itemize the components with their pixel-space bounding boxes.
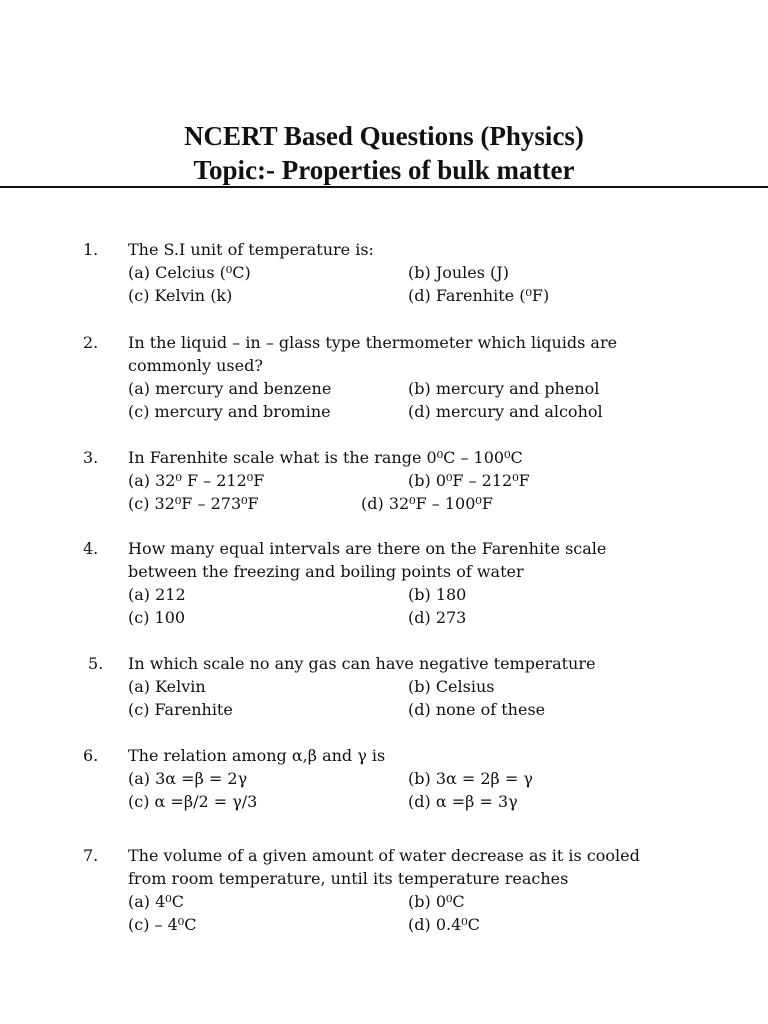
option-c: (c) α =β/2 = γ/3 (128, 792, 258, 811)
option-b: (b) 0⁰F – 212⁰F (408, 471, 530, 490)
topic-title: Topic:- Properties of bulk matter (193, 155, 575, 185)
option-a: (a) 4⁰C (128, 892, 184, 911)
option-d: (d) α =β = 3γ (408, 792, 518, 811)
option-b: (b) 180 (408, 585, 467, 604)
option-a: (a) 32⁰ F – 212⁰F (128, 471, 265, 490)
page-title: NCERT Based Questions (Physics) (184, 121, 584, 151)
question-text: The relation among α,β and γ is (128, 746, 386, 765)
option-c: (c) Kelvin (k) (128, 286, 233, 305)
option-d: (d) 0.4⁰C (408, 915, 480, 934)
question-text: In the liquid – in – glass type thermometer which liquids are (128, 333, 618, 352)
question-text: How many equal intervals are there on the Farenhite scale (128, 539, 607, 558)
question-text: commonly used? (128, 356, 263, 375)
question-number: 6. (83, 746, 99, 765)
question-number: 7. (83, 846, 99, 865)
question-number: 2. (83, 333, 99, 352)
question-text: The volume of a given amount of water decrease as it is cooled (128, 846, 640, 865)
option-d: (d) Farenhite (⁰F) (408, 286, 550, 305)
option-b: (b) 3α = 2β = γ (408, 769, 533, 788)
question-number: 1. (83, 240, 99, 259)
option-c: (c) 32⁰F – 273⁰F (128, 494, 259, 513)
option-c: (c) – 4⁰C (128, 915, 197, 934)
option-b: (b) Celsius (408, 677, 495, 696)
option-a: (a) 212 (128, 585, 186, 604)
question-number: 5. (88, 654, 104, 673)
question-text: between the freezing and boiling points of water (128, 562, 524, 581)
option-c: (c) 100 (128, 608, 186, 627)
question-text: In Farenhite scale what is the range 0⁰C – 100⁰C (128, 448, 523, 467)
option-d: (d) 32⁰F – 100⁰F (361, 494, 493, 513)
option-a: (a) Celcius (⁰C) (128, 263, 251, 282)
option-d: (d) 273 (408, 608, 467, 627)
option-a: (a) 3α =β = 2γ (128, 769, 248, 788)
option-d: (d) mercury and alcohol (408, 402, 603, 421)
question-text: from room temperature, until its temperature reaches (128, 869, 569, 888)
question-number: 4. (83, 539, 99, 558)
question-text: In which scale no any gas can have negative temperature (128, 654, 596, 673)
option-b: (b) 0⁰C (408, 892, 465, 911)
option-c: (c) mercury and bromine (128, 402, 331, 421)
option-a: (a) mercury and benzene (128, 379, 332, 398)
title-divider (0, 186, 768, 188)
option-c: (c) Farenhite (128, 700, 233, 719)
option-d: (d) none of these (408, 700, 546, 719)
option-a: (a) Kelvin (128, 677, 206, 696)
question-text: The S.I unit of temperature is: (128, 240, 374, 259)
option-b: (b) mercury and phenol (408, 379, 600, 398)
option-b: (b) Joules (J) (408, 263, 509, 282)
question-number: 3. (83, 448, 99, 467)
